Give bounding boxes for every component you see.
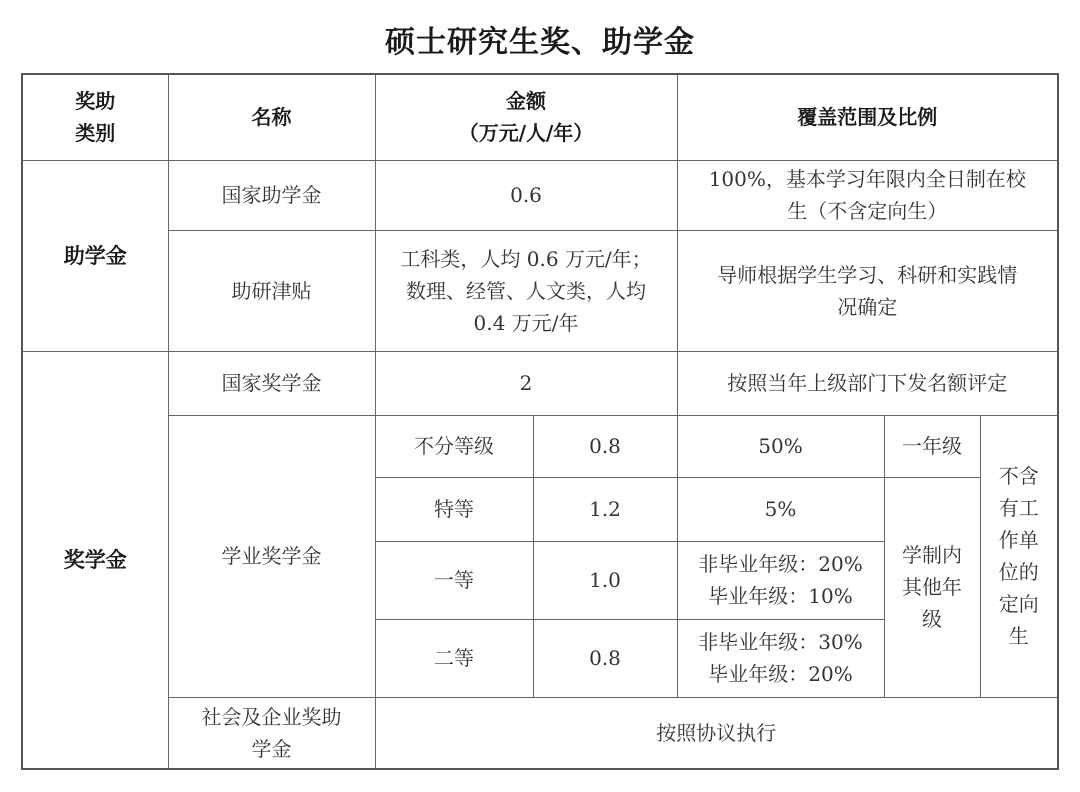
item-name: 国家助学金 <box>168 160 375 230</box>
header-coverage: 覆盖范围及比例 <box>677 74 1058 160</box>
table-row <box>22 351 1058 415</box>
exclude-note: 不含 有工 作单 位的 定向 生 <box>980 415 1058 697</box>
level-amount: 0.8 <box>533 415 677 477</box>
level-ratio: 5% <box>677 477 884 541</box>
level-label: 特等 <box>375 477 533 541</box>
header-row <box>22 74 1058 160</box>
header-name: 名称 <box>168 74 375 160</box>
grade-first: 一年级 <box>884 415 980 477</box>
table-row <box>22 415 1058 477</box>
level-amount: 0.8 <box>533 619 677 697</box>
scholarship-table <box>21 73 1059 770</box>
level-amount: 1.0 <box>533 541 677 619</box>
level-ratio: 50% <box>677 415 884 477</box>
table-row <box>22 697 1058 769</box>
item-amount: 工科类，人均 0.6 万元/年； 数理、经管、人文类，人均 0.4 万元/年 <box>375 230 677 351</box>
page-title: 硕士研究生奖、助学金 <box>385 25 695 60</box>
item-name: 学业奖学金 <box>168 415 375 697</box>
level-label: 一等 <box>375 541 533 619</box>
level-ratio: 非毕业年级：30% 毕业年级：20% <box>677 619 884 697</box>
item-name: 国家奖学金 <box>168 351 375 415</box>
header-amount: 金额 （万元/人/年） <box>375 74 677 160</box>
table-row <box>22 230 1058 351</box>
item-name: 社会及企业奖助 学金 <box>168 697 375 769</box>
header-category: 奖助 类别 <box>22 74 168 160</box>
item-coverage: 按照协议执行 <box>375 697 1058 769</box>
grade-other: 学制内 其他年 级 <box>884 477 980 697</box>
category-grant: 助学金 <box>22 160 168 351</box>
level-ratio: 非毕业年级：20% 毕业年级：10% <box>677 541 884 619</box>
item-coverage: 按照当年上级部门下发名额评定 <box>677 351 1058 415</box>
table-row <box>22 160 1058 230</box>
level-label: 不分等级 <box>375 415 533 477</box>
category-scholarship: 奖学金 <box>22 351 168 769</box>
level-amount: 1.2 <box>533 477 677 541</box>
level-label: 二等 <box>375 619 533 697</box>
item-name: 助研津贴 <box>168 230 375 351</box>
item-coverage: 导师根据学生学习、科研和实践情 况确定 <box>677 230 1058 351</box>
item-coverage: 100%，基本学习年限内全日制在校 生（不含定向生） <box>677 160 1058 230</box>
item-amount: 0.6 <box>375 160 677 230</box>
item-amount: 2 <box>375 351 677 415</box>
